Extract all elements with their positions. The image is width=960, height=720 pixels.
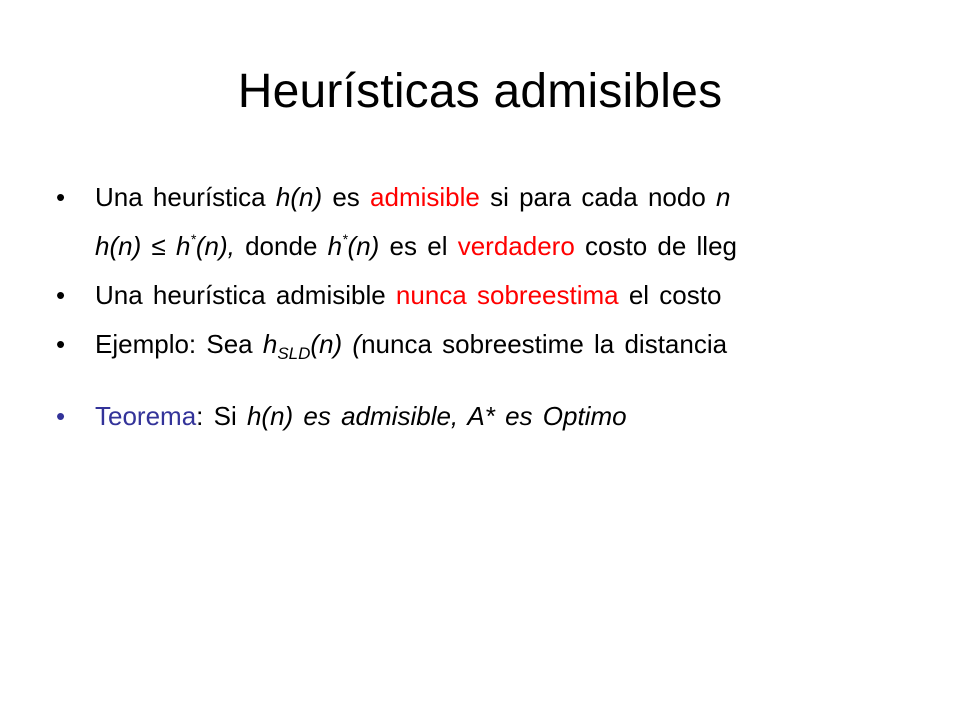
bullet-2-text (95, 277, 721, 313)
text-run: si para cada nodo (479, 182, 717, 212)
bullet-4-text (95, 398, 627, 434)
text-run: n (716, 182, 731, 212)
superscript: * (342, 231, 348, 247)
bullet-point-1: • (56, 182, 66, 212)
text-run: h(n) (275, 182, 323, 212)
text-run: donde (234, 231, 328, 261)
bullet-3-text (95, 326, 727, 362)
teorema-label: Teorema (95, 401, 197, 431)
text-run: es (322, 182, 371, 212)
bullet-1-continuation (95, 228, 737, 264)
slide-title: Heurísticas admisibles (237, 65, 723, 118)
formula-run: (n) (347, 231, 380, 261)
theorem-statement: h(n) es admisible, A* es Optimo (246, 401, 627, 431)
bullet-1-text (95, 179, 731, 215)
text-run: Ejemplo: Sea (95, 329, 263, 359)
formula-run: (n), (195, 231, 235, 261)
subscript: SLD (277, 344, 311, 363)
bullet-point-2: • (56, 280, 66, 310)
bullet-point-3: • (56, 329, 66, 359)
formula-run: h (327, 231, 343, 261)
formula-run: h (262, 329, 278, 359)
admisible-highlight: admisible (370, 182, 480, 212)
text-run: : Si (196, 401, 247, 431)
formula-run: (n) (310, 329, 343, 359)
text-run: costo de lleg (574, 231, 737, 261)
text-run: el costo (618, 280, 722, 310)
text-run: Una heurística (95, 182, 276, 212)
verdadero-highlight: verdadero (457, 231, 575, 261)
formula-run: h(n) ≤ h (95, 231, 191, 261)
bullet-point-4: • (56, 401, 66, 431)
nunca-sobreestima-highlight: nunca sobreestima (395, 280, 619, 310)
text-run: es el (379, 231, 458, 261)
superscript: * (190, 231, 196, 247)
text-run: Una heurística admisible (95, 280, 396, 310)
text-run: nunca sobreestime la distancia (361, 329, 728, 359)
text-run: ( (342, 329, 362, 359)
